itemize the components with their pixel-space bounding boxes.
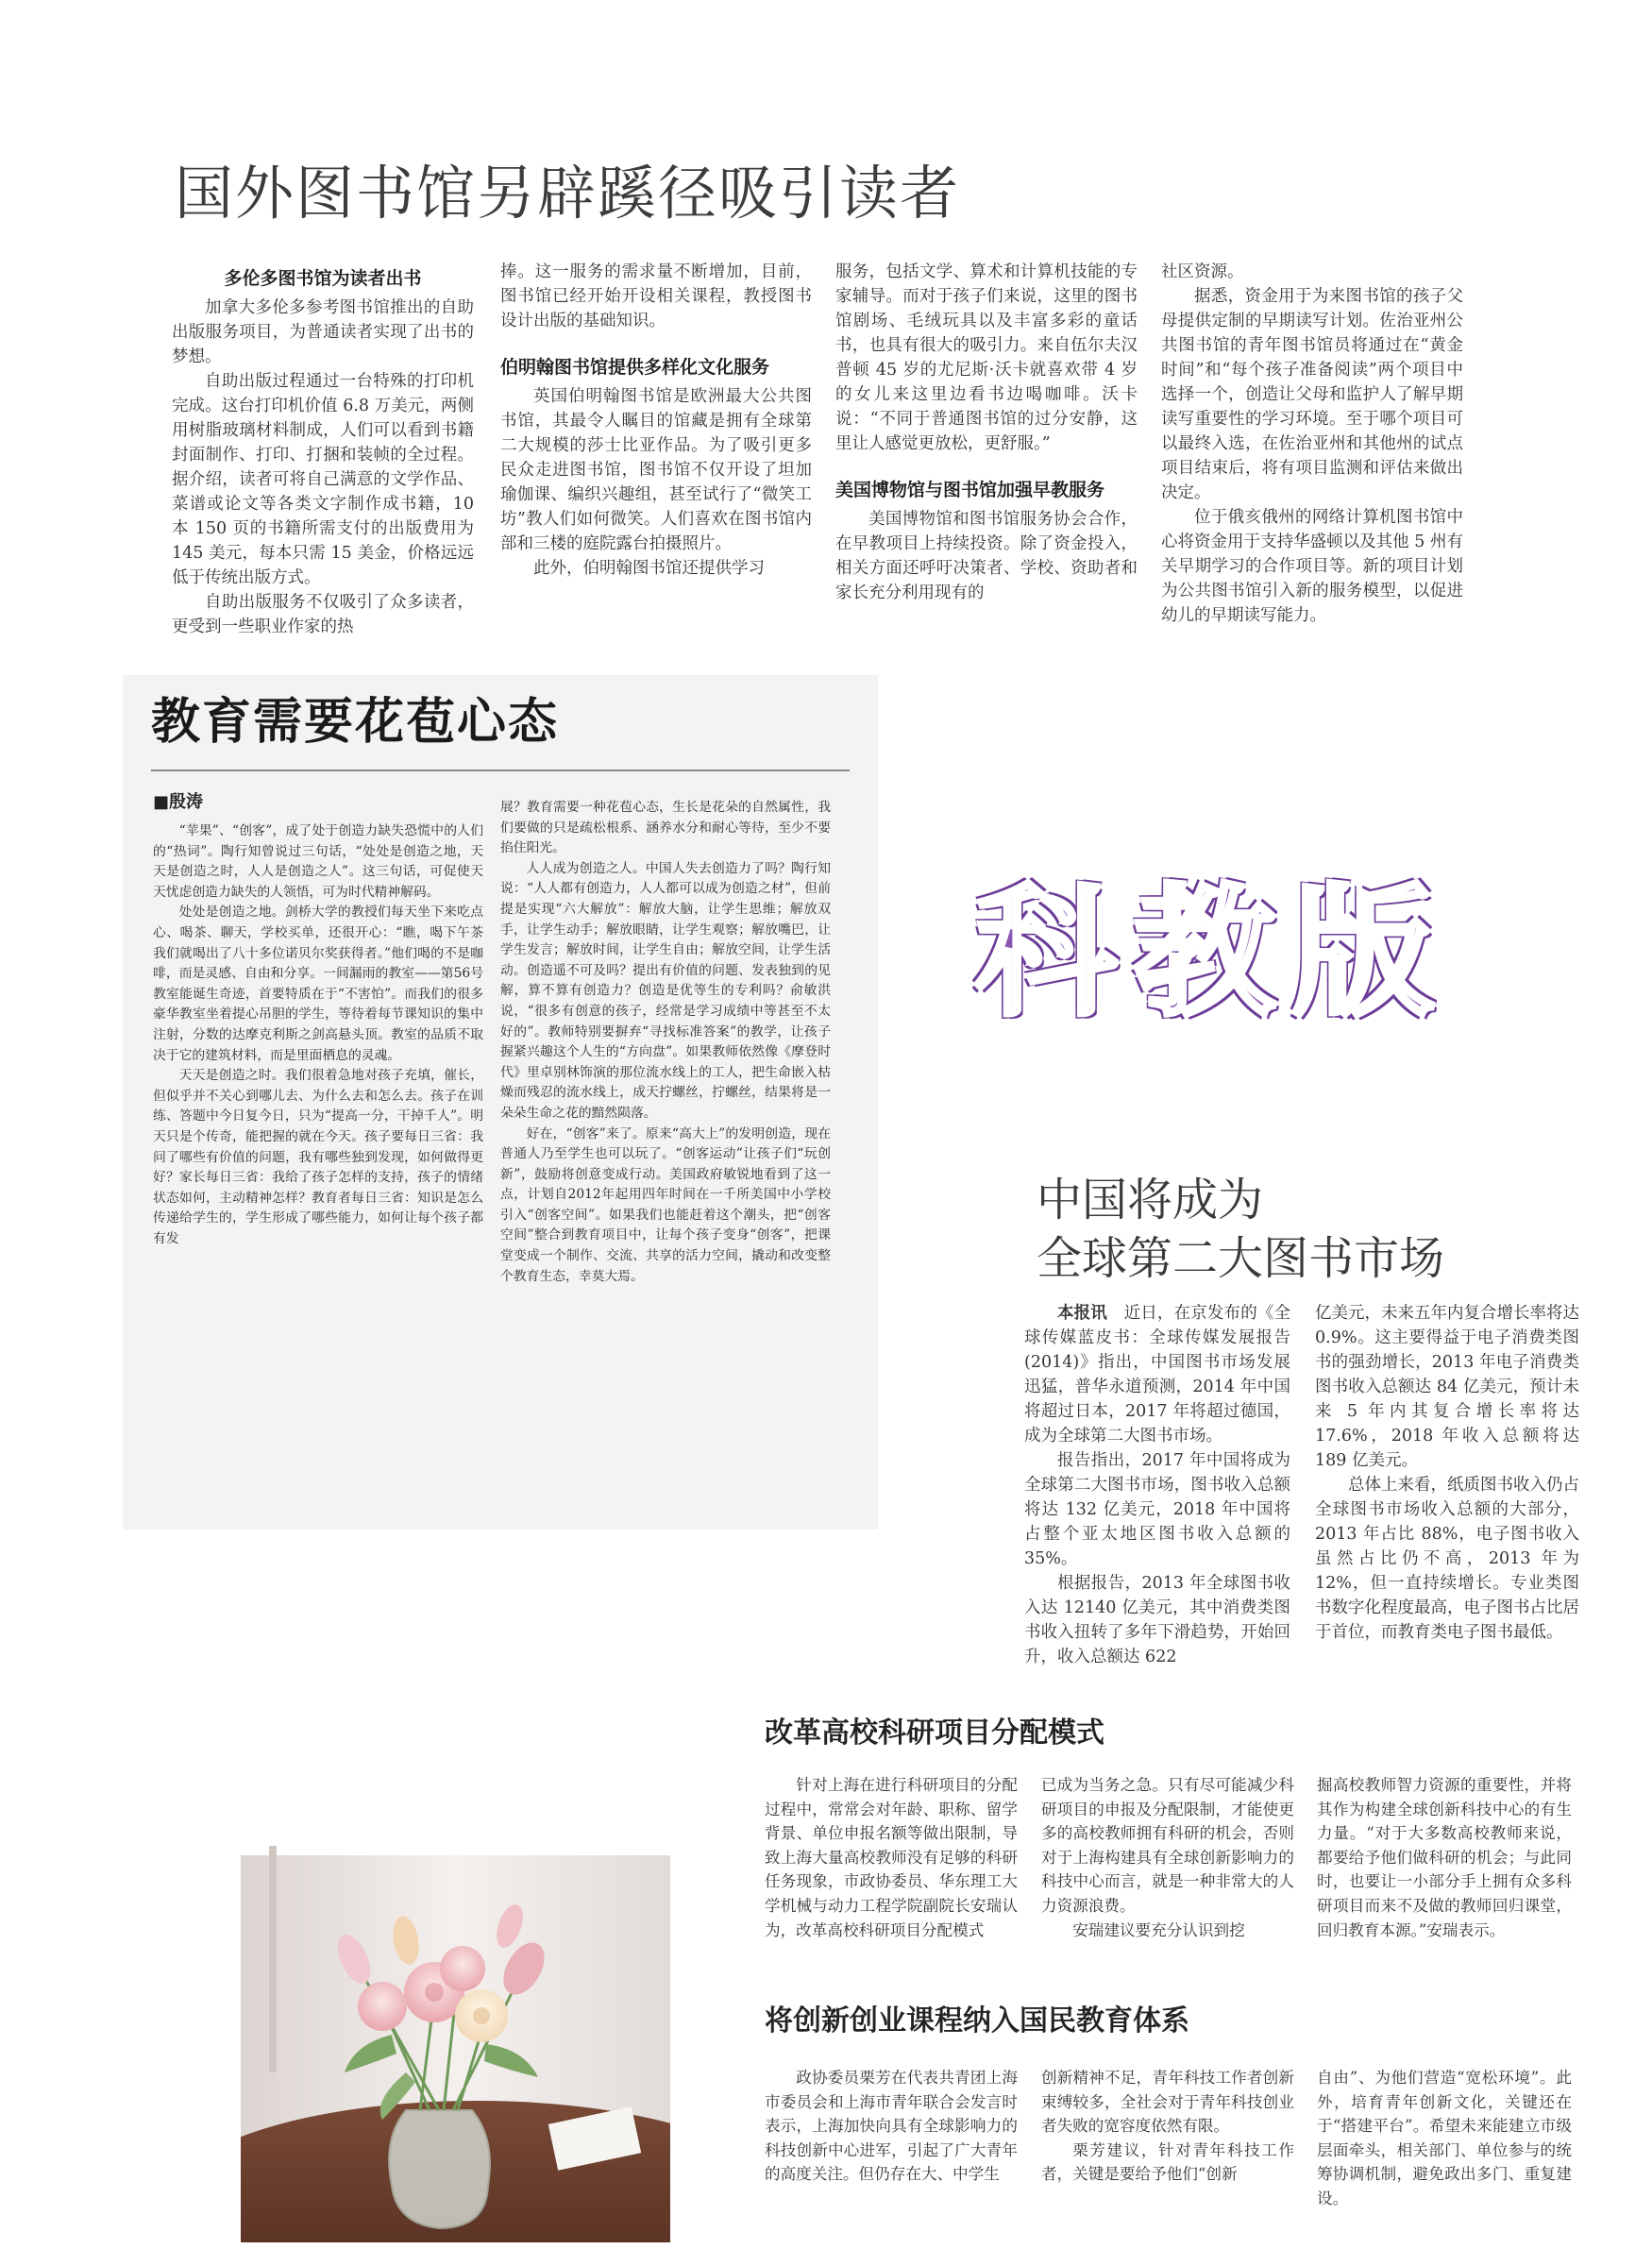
paragraph: 自由”、为他们营造“宽松环境”。此外，培育青年创新文化，关键还在于“搭建平台”。希望未来能建立市级层面牵头，相关部门、单位参与的统筹协调机制，避免政出多门、重复建设。	[1317, 2069, 1572, 2207]
article1-col1	[172, 260, 474, 639]
article1-sub2: 伯明翰图书馆提供多样化文化服务	[500, 357, 770, 378]
article4-col3	[1317, 1773, 1572, 1942]
article2-author: ■殷涛	[153, 792, 204, 812]
article3-col2	[1315, 1301, 1579, 1645]
article1-col3	[835, 260, 1138, 605]
article5-title: 将创新创业课程纳入国民教育体系	[765, 2004, 1189, 2038]
paragraph: 人人成为创造之人。中国人失去创造力了吗？陶行知说：“人人都有创造力，人人都可以成为创造之材”，但前提是实现“六大解放”：解放大脑，让学生思维；解放双手，让学生动手；解放眼睛，让学生观察；解放嘴巴，让学生发言；解放时间，让学生自由；解放空间，让学生活动。创造遥不可及吗？提出有价值的问题、发表独到的见解，算不算有创造力？创造是优等生的专利吗？俞敏洪说，“很多有创意的孩子，经常是学习成绩中等甚至不太好的”。教师特别要摒弃“寻找标准答案”的教学，让孩子握紧兴趣这个人生的“方向盘”。如果教师依然像《摩登时代》里卓别林饰演的那位流水线上的工人，把生命嵌入枯燥而残忍的流水线上，成天拧螺丝，拧螺丝，结果将是一朵朵生命之花的黯然陨落。	[500, 860, 831, 1121]
dateline: 本报讯	[1057, 1304, 1107, 1323]
paragraph: 处处是创造之地。剑桥大学的教授们每天坐下来吃点心、喝茶、聊天，学校买单，还很开心：“瞧，喝下午茶我们就喝出了八十多位诺贝尔奖获得者。”他们喝的不是咖啡，而是灵感、自由和分享。一间漏雨的教室——第56号教室能诞生奇迹，首要特质在于“不害怕”。而我们的很多豪华教室坐着提心吊胆的学生，等待着每节课知识的集中注射，分数的达摩克利斯之剑高悬头顶。教室的品质不取决于它的建筑材料，而是里面栖息的灵魂。	[153, 905, 483, 1063]
paragraph: 英国伯明翰图书馆是欧洲最大公共图书馆，其最令人瞩目的馆藏是拥有全球第二大规模的莎士比亚作品。为了吸引更多民众走进图书馆，图书馆不仅开设了坦加瑜伽课、编织兴趣组，甚至试行了“微笑工坊”教人们如何微笑。人们喜欢在图书馆内部和三楼的庭院露台拍摄照片。	[500, 387, 812, 553]
paragraph: “苹果”、“创客”，成了处于创造力缺失恐慌中的人们的“热词”。陶行知曾说过三句话，“处处是创造之地，天天是创造之时，人人是创造之人”。这三句话，可促使天天忧虑创造力缺失的人领悟，可为时代精神解码。	[153, 823, 483, 900]
paragraph: 政协委员栗芳在代表共青团上海市委员会和上海市青年联合会发言时表示，上海加快向具有全球影响力的科技创新中心进军，引起了广大青年的高度关注。但仍存在大、中学生	[765, 2069, 1018, 2184]
article4-col1	[765, 1773, 1018, 1942]
paragraph: 天天是创造之时。我们很着急地对孩子充填，催长，但似乎并不关心到哪儿去、为什么去和怎么去。孩子在训练、答题中今日复今日，只为“提高一分，干掉千人”。明天只是个传奇，能把握的就在今天。孩子要每日三省：我问了哪些有价值的问题，我有哪些独到发现，如何做得更好？家长每日三省：我给了孩子怎样的支持，孩子的情绪状态如何，主动精神怎样？教育者每日三省：知识是怎么传递给学生的，学生形成了哪些能力，如何让每个孩子都有发	[153, 1068, 483, 1246]
paragraph: 自助出版过程通过一台特殊的打印机完成。这台打印机价值 6.8 万美元，两侧用树脂玻璃材料制成，人们可以看到书籍封面制作、打印、打捆和装帧的全过程。据介绍，读者可将自己满意的文学作品、菜谱或论文等各类文字制作成书籍，10 本 150 页的书籍所需支付的出版费用为 145 美元，每本只需 15 美金，价格远远低于传统出版方式。	[172, 372, 474, 587]
paragraph: 捧。这一服务的需求量不断增加，目前，图书馆已经开始开设相关课程，教授图书设计出版的基础知识。	[500, 262, 812, 330]
paragraph: 栗芳建议，针对青年科技工作者，关键是要给予他们“创新	[1041, 2140, 1294, 2184]
article1-col2	[500, 260, 812, 581]
paragraph: 展？教育需要一种花苞心态，生长是花朵的自然属性，我们要做的只是疏松根系、涵养水分和耐心等待，至少不要掐住阳光。	[500, 800, 831, 856]
paragraph: 掘高校教师智力资源的重要性，并将其作为构建全球创新科技中心的有生力量。“对于大多数高校教师来说，都要给予他们做科研的机会；与此同时，也要让一小部分手上拥有众多科研项目而来不及做的教师回归课堂，回归教育本源。”安瑞表示。	[1317, 1776, 1572, 1939]
article1-title: 国外图书馆另辟蹊径吸引读者	[175, 159, 961, 228]
paragraph: 加拿大多伦多参考图书馆推出的自助出版服务项目，为普通读者实现了出书的梦想。	[172, 298, 474, 366]
paragraph: 服务，包括文学、算术和计算机技能的专家辅导。而对于孩子们来说，这里的图书馆剧场、毛绒玩具以及丰富多彩的童话书，也具有很大的吸引力。来自伍尔夫汉普顿 45 岁的尤尼斯·沃卡就喜欢带 4 岁的女儿来这里边看书边喝咖啡。沃卡说：“不同于普通图书馆的过分安静，这里让人感觉更放松，更舒服。”	[835, 262, 1138, 453]
paragraph: 总体上来看，纸质图书收入仍占全球图书市场收入总额的大部分，2013 年占比 88%，电子图书收入虽然占比仍不高，2013 年为 12%，但一直持续增长。专业类图书数字化程度最高，电子图书占比居于首位，而教育类电子图书最低。	[1315, 1476, 1579, 1642]
paragraph	[1024, 1301, 1290, 1448]
article3-title-line1: 中国将成为	[1037, 1174, 1264, 1226]
article5-col3	[1317, 2066, 1572, 2211]
article2-title: 教育需要花苞心态	[151, 693, 560, 751]
banner-text: 科教版	[974, 871, 1451, 1036]
paragraph: 根据报告，2013 年全球图书收入达 12140 亿美元，其中消费类图书收入扭转了多年下滑趋势，开始回升，收入总额达 622	[1024, 1574, 1290, 1666]
article5-col1	[765, 2066, 1018, 2187]
paragraph: 位于俄亥俄州的网络计算机图书馆中心将资金用于支持华盛顿以及其他 5 州有关早期学习的合作项目等。新的项目计划为公共图书馆引入新的服务模型，以促进幼儿的早期读写能力。	[1161, 508, 1463, 625]
paragraph: 社区资源。	[1161, 262, 1244, 281]
article3-col1	[1024, 1301, 1290, 1669]
paragraph: 已成为当务之急。只有尽可能减少科研项目的申报及分配限制，才能使更多的高校教师拥有科研的机会，否则对于上海构建具有全球创新影响力的科技中心而言，就是一种非常大的人力资源浪费。	[1041, 1776, 1294, 1915]
paragraph: 针对上海在进行科研项目的分配过程中，常常会对年龄、职称、留学背景、单位申报名额等做出限制，导致上海大量高校教师没有足够的科研任务现象，市政协委员、华东理工大学机械与动力工程学院副院长安瑞认为，改革高校科研项目分配模式	[765, 1776, 1018, 1939]
paragraph: 好在，“创客”来了。原来“高大上”的发明创造，现在普通人乃至学生也可以玩了。“创客运动”让孩子们“玩创新”，鼓励将创意变成行动。美国政府敏锐地看到了这一点，计划自2012年起用四年时间在一千所美国中小学校引入“创客空间”。如果我们也能赶着这个潮头，把“创客空间”整合到教育项目中，让每个孩子变身“创客”，把课堂变成一个制作、交流、共享的活力空间，撬动和改变整个教育生态，幸莫大焉。	[500, 1125, 831, 1284]
article1-sub1: 多伦多图书馆为读者出书	[224, 268, 422, 289]
paragraph: 创新精神不足，青年科技工作者创新束缚较多，全社会对于青年科技创业者失败的宽容度依然有限。	[1041, 2069, 1294, 2136]
article3-title	[1037, 1171, 1444, 1288]
article3-title-line2: 全球第二大图书市场	[1037, 1232, 1445, 1285]
article1-sub3: 美国博物馆与图书馆加强早教服务	[835, 480, 1105, 500]
article4-col2	[1041, 1773, 1294, 1942]
flower-vase-photo	[241, 1827, 670, 2242]
paragraph: 亿美元，未来五年内复合增长率将达 0.9%。这主要得益于电子消费类图书的强劲增长，2013 年电子消费类图书收入总额达 84 亿美元，预计未来 5 年内其复合增长率将达 17.6%，2018 年收入总额将达 189 亿美元。	[1315, 1304, 1579, 1470]
article5-col2	[1041, 2066, 1294, 2187]
article1-col4	[1161, 260, 1463, 628]
paragraph-text: 近日，在京发布的《全球传媒蓝皮书：全球传媒发展报告(2014)》指出，中国图书市场发展迅猛，普华永道预测，2014 年中国将超过日本，2017 年将超过德国，成为全球第二大图书市场。	[1024, 1304, 1291, 1446]
paragraph: 此外，伯明翰图书馆还提供学习	[533, 559, 765, 578]
paragraph: 自助出版服务不仅吸引了众多读者，更受到一些职业作家的热	[172, 593, 474, 636]
paragraph: 安瑞建议要充分认识到挖	[1072, 1920, 1245, 1939]
paragraph: 报告指出，2017 年中国将成为全球第二大图书市场，图书收入总额将达 132 亿美元，2018 年中国将占整个亚太地区图书收入总额的 35%。	[1024, 1451, 1290, 1568]
paragraph: 据悉，资金用于为来图书馆的孩子父母提供定制的早期读写计划。佐治亚州公共图书馆的青年图书馆员将通过在“黄金时间”和“每个孩子准备阅读”两个项目中选择一个，创造让父母和监护人了解早期读写重要性的学习环境。至于哪个项目可以最终入选，在佐治亚州和其他州的试点项目结束后，将有项目监测和评估来做出决定。	[1161, 287, 1463, 502]
article2-divider	[151, 769, 850, 771]
flower-vase-image	[241, 1827, 670, 2242]
article4-title: 改革高校科研项目分配模式	[765, 1716, 1104, 1750]
article2-col1	[153, 821, 483, 1249]
article2-col2	[500, 798, 831, 1287]
article2-clipping	[123, 675, 878, 1530]
paragraph: 美国博物馆和图书馆服务协会合作，在早教项目上持续投资。除了资金投入，相关方面还呼吁决策者、学校、资助者和家长充分利用现有的	[835, 510, 1138, 602]
section-banner	[920, 869, 1506, 1039]
